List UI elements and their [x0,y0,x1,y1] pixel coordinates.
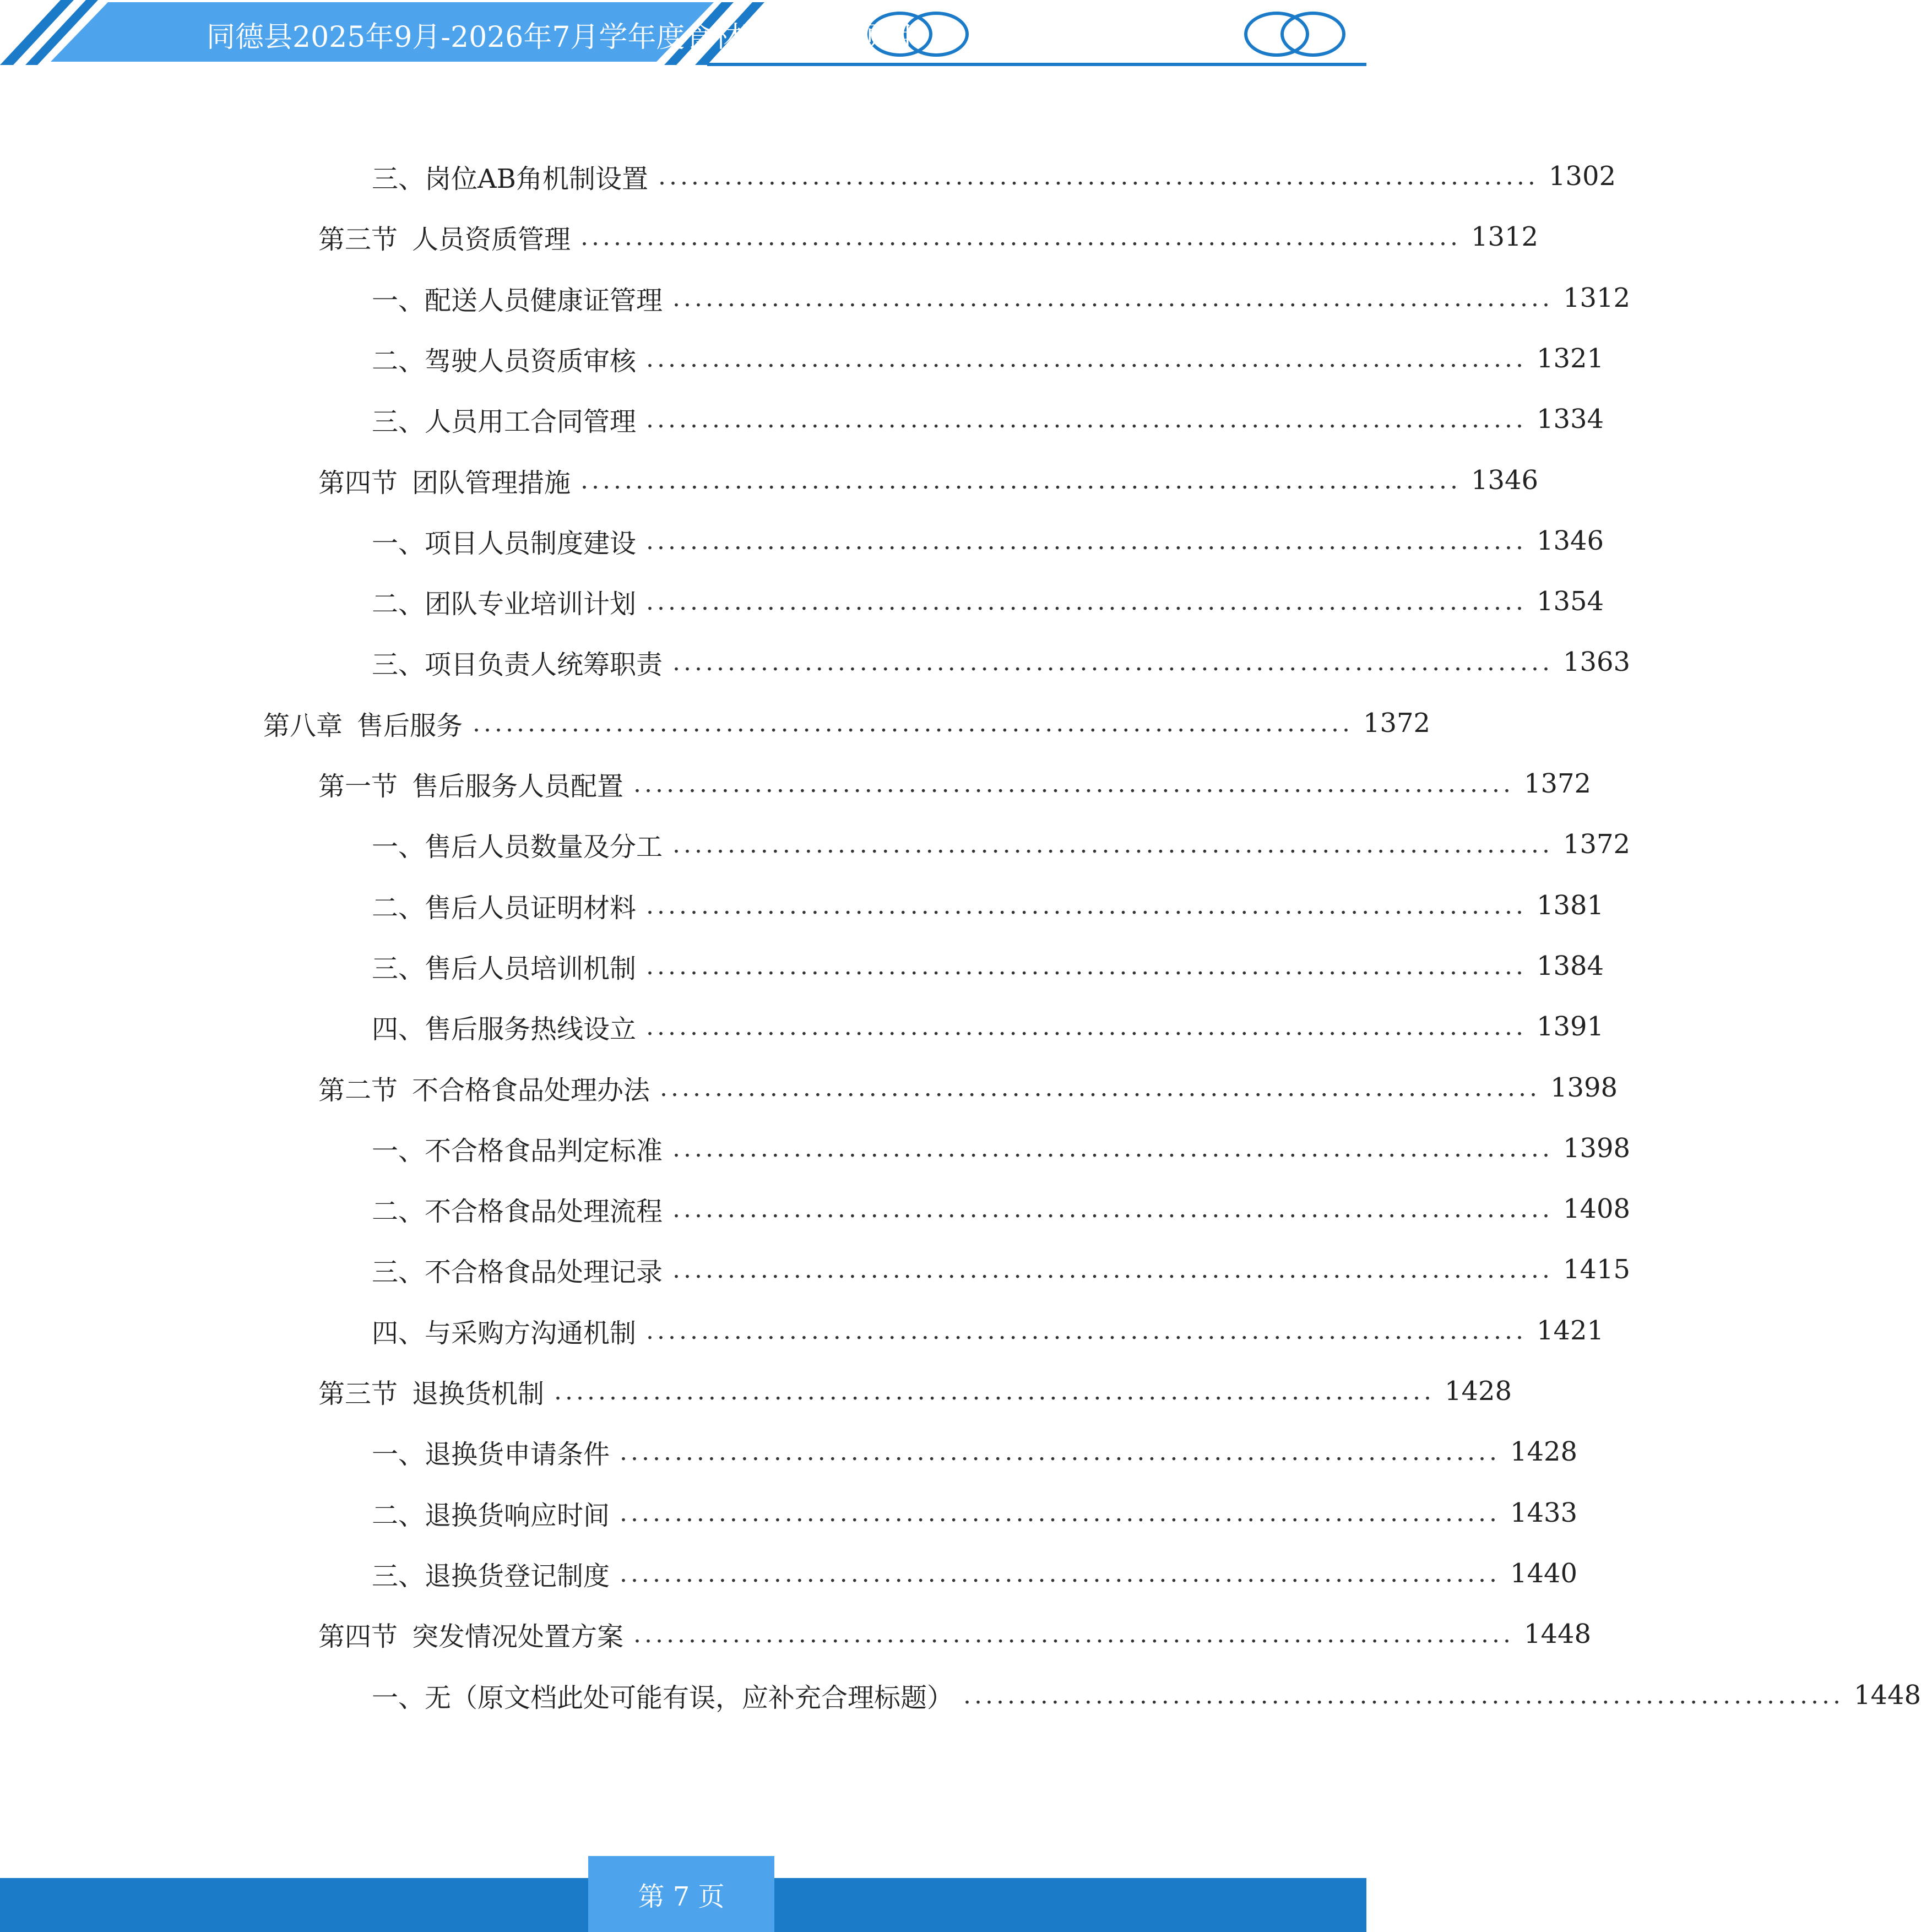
toc-entry-number: 第四节 [318,467,398,498]
toc-entry-number: 三、 [372,1560,425,1592]
toc-leader-dots: ................................................................................ [646,952,1527,980]
toc-entry-page: 1433 [1510,1497,1578,1528]
toc-leader-dots: ................................................................................ [620,1499,1500,1527]
toc-entry-number: 第三节 [318,224,398,255]
toc-entry-number: 二、 [372,892,425,924]
toc-entry-page: 1321 [1536,343,1604,374]
toc-entry[interactable] [372,154,1616,198]
toc-leader-dots: ................................................................................ [646,891,1527,920]
toc-entry-page: 1312 [1470,221,1539,252]
toc-entry[interactable] [318,1066,1618,1110]
page-number-tab [588,1856,774,1932]
toc-entry-title: 不合格食品处理流程 [425,1196,663,1227]
toc-entry-number: 第二节 [318,1074,398,1106]
toc-leader-dots: ................................................................................ [660,1073,1540,1102]
toc-entry[interactable] [372,276,1631,320]
toc-entry[interactable] [318,215,1539,259]
toc-entry-title: 售后服务人员配置 [412,770,624,802]
toc-entry-page: 1440 [1510,1558,1578,1589]
toc-entry[interactable] [372,1491,1578,1535]
toc-entry[interactable] [318,1612,1592,1656]
toc-leader-dots: ................................................................................ [580,466,1461,495]
toc-entry-title: 配送人员健康证管理 [425,285,663,316]
toc-entry-number: 二、 [372,588,425,620]
toc-leader-dots: ................................................................................ [646,587,1527,616]
toc-entry[interactable] [318,1369,1512,1413]
toc-leader-dots: ................................................................................ [672,1134,1553,1163]
toc-entry-page: 1421 [1536,1315,1604,1346]
toc-entry-number: 三、 [372,649,425,680]
toc-entry-number: 二、 [372,345,425,377]
header-title: 同德县2025年9月-2026年7月学年度食材配送服务项目 [207,21,914,54]
toc-entry-number: 二、 [372,1500,425,1531]
toc-entry-number: 第三节 [318,1378,398,1409]
toc-leader-dots: ................................................................................ [672,1195,1553,1223]
toc-entry-page: 1363 [1562,647,1631,677]
toc-entry-number: 三、 [372,163,425,194]
toc-leader-dots: ................................................................................ [672,830,1553,859]
toc-entry-number: 一、 [372,1682,425,1713]
toc-entry-number: 第一节 [318,770,398,802]
toc-entry-title: 售后人员数量及分工 [425,831,663,862]
toc-leader-dots: ................................................................................ [672,284,1553,312]
toc-entry-title: 不合格食品处理记录 [425,1256,663,1288]
toc-entry[interactable] [372,883,1604,927]
toc-entry-title: 突发情况处置方案 [412,1621,624,1652]
toc-entry-number: 一、 [372,1439,425,1470]
toc-entry-title: 项目负责人统筹职责 [425,649,663,680]
toc-entry-page: 1415 [1562,1254,1631,1285]
toc-leader-dots: ................................................................................ [646,405,1527,433]
toc-leader-dots: ................................................................................ [633,1620,1514,1648]
toc-entry-number: 一、 [372,528,425,559]
toc-entry[interactable] [318,458,1539,502]
toc-entry-number: 一、 [372,285,425,316]
toc-leader-dots: ................................................................................ [646,344,1527,373]
toc-entry[interactable] [263,701,1431,745]
toc-entry-title: 驾驶人员资质审核 [425,345,637,377]
toc-entry[interactable] [372,1673,1921,1717]
toc-entry-number: 一、 [372,1135,425,1166]
toc-entry-title: 售后服务热线设立 [425,1013,637,1045]
toc-leader-dots: ................................................................................ [580,222,1461,251]
toc-entry-number: 二、 [372,1196,425,1227]
toc-leader-dots: ................................................................................ [620,1437,1500,1466]
toc-entry-title: 不合格食品判定标准 [425,1135,663,1166]
toc-entry-number: 三、 [372,1256,425,1288]
toc-entry-title: 售后人员证明材料 [425,892,637,924]
toc-leader-dots: ................................................................................ [473,709,1353,737]
toc-entry-title: 人员用工合同管理 [425,406,637,437]
toc-entry[interactable] [372,822,1631,866]
toc-entry-title: 退换货申请条件 [425,1439,610,1470]
toc-entry-page: 1398 [1550,1072,1618,1103]
toc-entry[interactable] [372,337,1604,381]
toc-entry-page: 1448 [1523,1619,1592,1649]
toc-entry[interactable] [372,640,1631,684]
toc-entry-page: 1398 [1562,1133,1631,1164]
page-header [0,0,1366,77]
toc-entry-title: 无（原文档此处可能有误，应补充合理标题） [425,1682,954,1713]
toc-entry-page: 1346 [1470,465,1539,496]
toc-leader-dots: ................................................................................ [646,1012,1527,1041]
toc-entry-page: 1384 [1536,951,1604,981]
toc-entry-title: 与采购方沟通机制 [425,1317,637,1349]
toc-entry-page: 1381 [1536,890,1604,921]
toc-entry-page: 1408 [1562,1193,1631,1224]
toc-entry[interactable] [318,762,1592,806]
toc-entry-number: 一、 [372,831,425,862]
page-number-label: 第 7 页 [638,1881,725,1912]
toc-entry-page: 1448 [1853,1680,1921,1711]
toc-leader-dots: ................................................................................ [633,769,1514,798]
toc-entry-title: 退换货登记制度 [425,1560,610,1592]
toc-entry-title: 售后人员培训机制 [425,953,637,984]
toc-entry-number: 四、 [372,1317,425,1349]
toc-entry-page: 1372 [1562,829,1631,860]
toc-entry-page: 1391 [1536,1011,1604,1042]
toc-entry-page: 1372 [1363,708,1431,739]
toc-entry-title: 人员资质管理 [412,224,571,255]
toc-entry-page: 1346 [1536,525,1604,556]
toc-entry-title: 团队管理措施 [412,467,571,498]
toc-entry-page: 1312 [1562,283,1631,313]
toc-entry-page: 1372 [1523,768,1592,799]
toc-entry-title: 项目人员制度建设 [425,528,637,559]
toc-leader-dots: ................................................................................ [554,1377,1435,1405]
toc-entry[interactable] [372,1551,1578,1595]
toc-leader-dots: ................................................................................ [646,527,1527,555]
toc-entry-number: 第八章 [263,710,343,741]
ring-logo-icon-right [1246,13,1344,55]
toc-entry[interactable] [372,1187,1631,1231]
toc-entry-title: 岗位AB角机制设置 [425,163,648,194]
toc-entry-title: 退换货机制 [412,1378,545,1409]
toc-entry-title: 团队专业培训计划 [425,588,637,620]
toc-entry[interactable] [372,1309,1604,1353]
toc-entry-title: 售后服务 [357,710,463,741]
toc-entry-page: 1428 [1510,1436,1578,1467]
toc-entry[interactable] [372,579,1604,623]
toc-entry-page: 1428 [1444,1376,1512,1407]
toc-leader-dots: ................................................................................ [658,162,1539,191]
toc-entry-number: 三、 [372,406,425,437]
header-rule [707,63,1366,66]
toc-entry-number: 四、 [372,1013,425,1045]
toc-entry-number: 第四节 [318,1621,398,1652]
toc-leader-dots: ................................................................................ [620,1559,1500,1588]
toc-entry-title: 退换货响应时间 [425,1500,610,1531]
toc-entry-number: 三、 [372,953,425,984]
toc-entry-title: 不合格食品处理办法 [412,1074,650,1106]
toc-entry[interactable] [372,1430,1578,1474]
toc-entry[interactable] [372,1247,1631,1291]
toc-leader-dots: ................................................................................ [672,648,1553,676]
toc-entry[interactable] [372,944,1604,988]
toc-entry[interactable] [372,1005,1604,1049]
toc-leader-dots: ................................................................................ [672,1255,1553,1284]
toc-leader-dots: ................................................................................ [963,1681,1844,1710]
toc-entry[interactable] [372,397,1604,441]
toc-entry[interactable] [372,519,1604,563]
toc-leader-dots: ................................................................................ [646,1316,1527,1345]
toc-entry-page: 1334 [1536,404,1604,435]
toc-entry-page: 1302 [1548,161,1616,192]
toc-entry[interactable] [372,1126,1631,1170]
toc-entry-page: 1354 [1536,586,1604,617]
